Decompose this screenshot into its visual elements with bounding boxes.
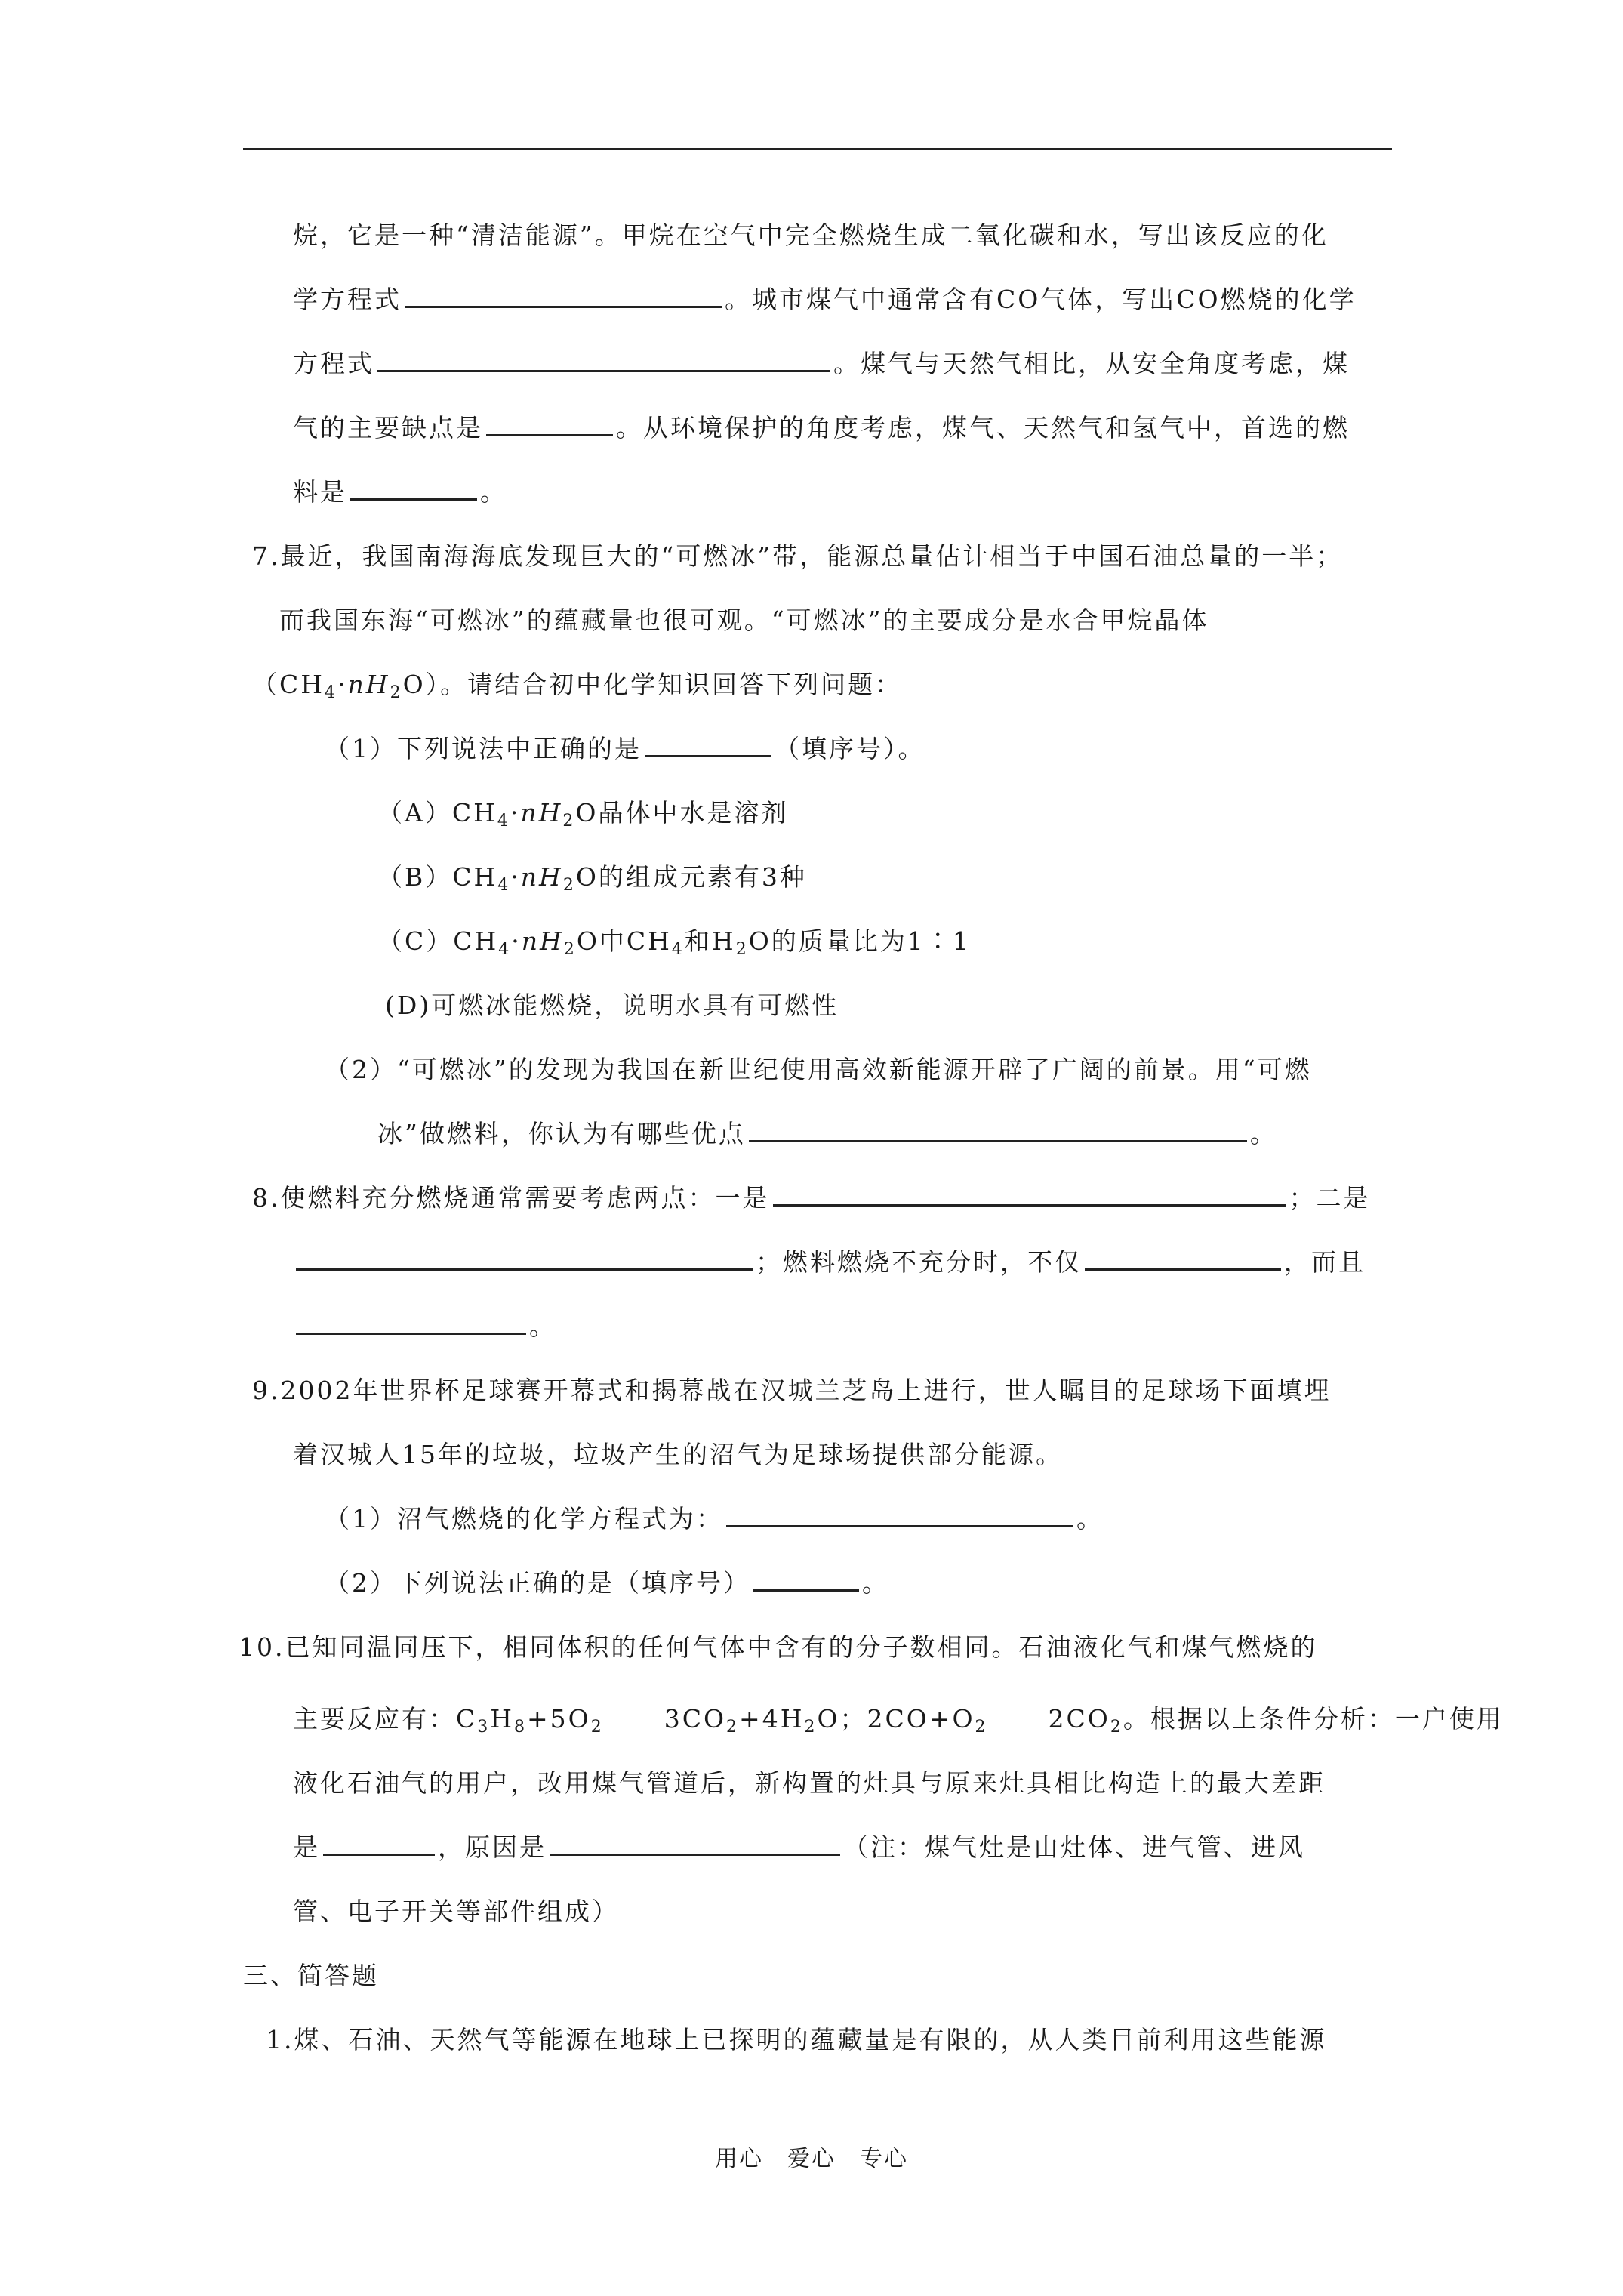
sub-question: （1）下列说法中正确的是 （填序号）。 xyxy=(325,734,925,763)
text-line: 料是 。 xyxy=(293,477,507,507)
text-line: 冰”做燃料，你认为有哪些优点 。 xyxy=(377,1119,1277,1148)
answer-blank[interactable] xyxy=(550,1831,840,1856)
sub-question: （2）“可燃冰”的发现为我国在新世纪使用高效新能源开辟了广阔的前景。用“可燃 xyxy=(325,1055,1312,1084)
page-footer: 用心 爱心 专心 xyxy=(715,2146,908,2172)
text-line: 烷，它是一种“清洁能源”。甲烷在空气中完全燃烧生成二氧化碳和水，写出该反应的化 xyxy=(293,220,1329,250)
option-b: $(B)CH_4\cdot nH_2O$的组成元素有3种 xyxy=(377,862,807,895)
answer-blank[interactable] xyxy=(405,283,722,308)
answer-blank[interactable] xyxy=(753,1567,859,1592)
text-line: 而我国东海“可燃冰”的蕴藏量也很可观。“可燃冰”的主要成分是水合甲烷晶体 xyxy=(279,606,1209,635)
question-7: 7.最近，我国南海海底发现巨大的“可燃冰”带，能源总量估计相当于中国石油总量的一半； xyxy=(252,541,1344,571)
answer-blank[interactable] xyxy=(323,1831,435,1856)
text-line: 是 ，原因是 （注：煤气灶是由灶体、进气管、进风 xyxy=(293,1832,1305,1862)
question-8: 8.使燃料充分燃烧通常需要考虑两点：一是 ；二是 xyxy=(252,1183,1371,1213)
question-1: 1.煤、石油、天然气等能源在地球上已探明的蕴藏量是有限的，从人类目前利用这些能源 xyxy=(266,2025,1327,2054)
option-d: (D)可燃冰能燃烧，说明水具有可燃性 xyxy=(385,991,839,1020)
question-10: 10.已知同温同压下，相同体积的任何气体中含有的分子数相同。石油液化气和煤气燃烧的 xyxy=(239,1632,1318,1662)
text-line: 方程式 。煤气与天然气相比，从安全角度考虑，煤 xyxy=(293,349,1350,378)
sub-question: （2）下列说法正确的是（填序号） 。 xyxy=(325,1568,889,1598)
answer-blank[interactable] xyxy=(773,1182,1286,1207)
text-line: 。 xyxy=(293,1310,556,1343)
text-line: ；燃料燃烧不充分时，不仅 ，而且 xyxy=(293,1246,1366,1279)
answer-blank[interactable] xyxy=(726,1502,1073,1527)
answer-blank[interactable] xyxy=(350,476,477,501)
text-line: 着汉城人15年的垃圾，垃圾产生的沼气为足球场提供部分能源。 xyxy=(293,1440,1063,1469)
text-line: 管、电子开关等部件组成） xyxy=(293,1897,619,1926)
answer-blank[interactable] xyxy=(645,732,771,757)
answer-blank[interactable] xyxy=(749,1117,1247,1142)
answer-blank[interactable] xyxy=(1085,1246,1281,1271)
sub-question: （1）沼气燃烧的化学方程式为： 。 xyxy=(325,1504,1104,1533)
text-line: 主要反应有：$C_3H_8+5O_2$ $3CO_2+4H_2O$；$2CO+O_2$ $2CO_2$。根据以上条件分析：一户使用 xyxy=(293,1704,1504,1737)
option-a: $(A)CH_4\cdot nH_2O$晶体中水是溶剂 xyxy=(377,798,789,831)
text-line: $(CH_4\cdot nH_2O)$。请结合初中化学知识回答下列问题： xyxy=(252,670,903,702)
answer-blank[interactable] xyxy=(296,1246,753,1271)
section-heading: 三、简答题 xyxy=(243,1961,379,1990)
answer-blank[interactable] xyxy=(377,347,830,372)
answer-blank[interactable] xyxy=(486,411,613,436)
answer-blank[interactable] xyxy=(296,1310,526,1335)
question-9: 9.2002年世界杯足球赛开幕式和揭幕战在汉城兰芝岛上进行，世人瞩目的足球场下面填埋 xyxy=(252,1376,1332,1405)
text-line: 液化石油气的用户，改用煤气管道后，新构置的灶具与原来灶具相比构造上的最大差距 xyxy=(293,1768,1326,1798)
header-rule xyxy=(243,148,1392,150)
text-line: 气的主要缺点是 。从环境保护的角度考虑，煤气、天然气和氢气中，首选的燃 xyxy=(293,413,1350,442)
text-line: 学方程式 。城市煤气中通常含有CO气体，写出CO燃烧的化学 xyxy=(293,285,1357,314)
option-c: $(C)CH_4\cdot nH_2O$中$CH_4$和$H_2O$的质量比为1∶1 xyxy=(377,926,971,959)
